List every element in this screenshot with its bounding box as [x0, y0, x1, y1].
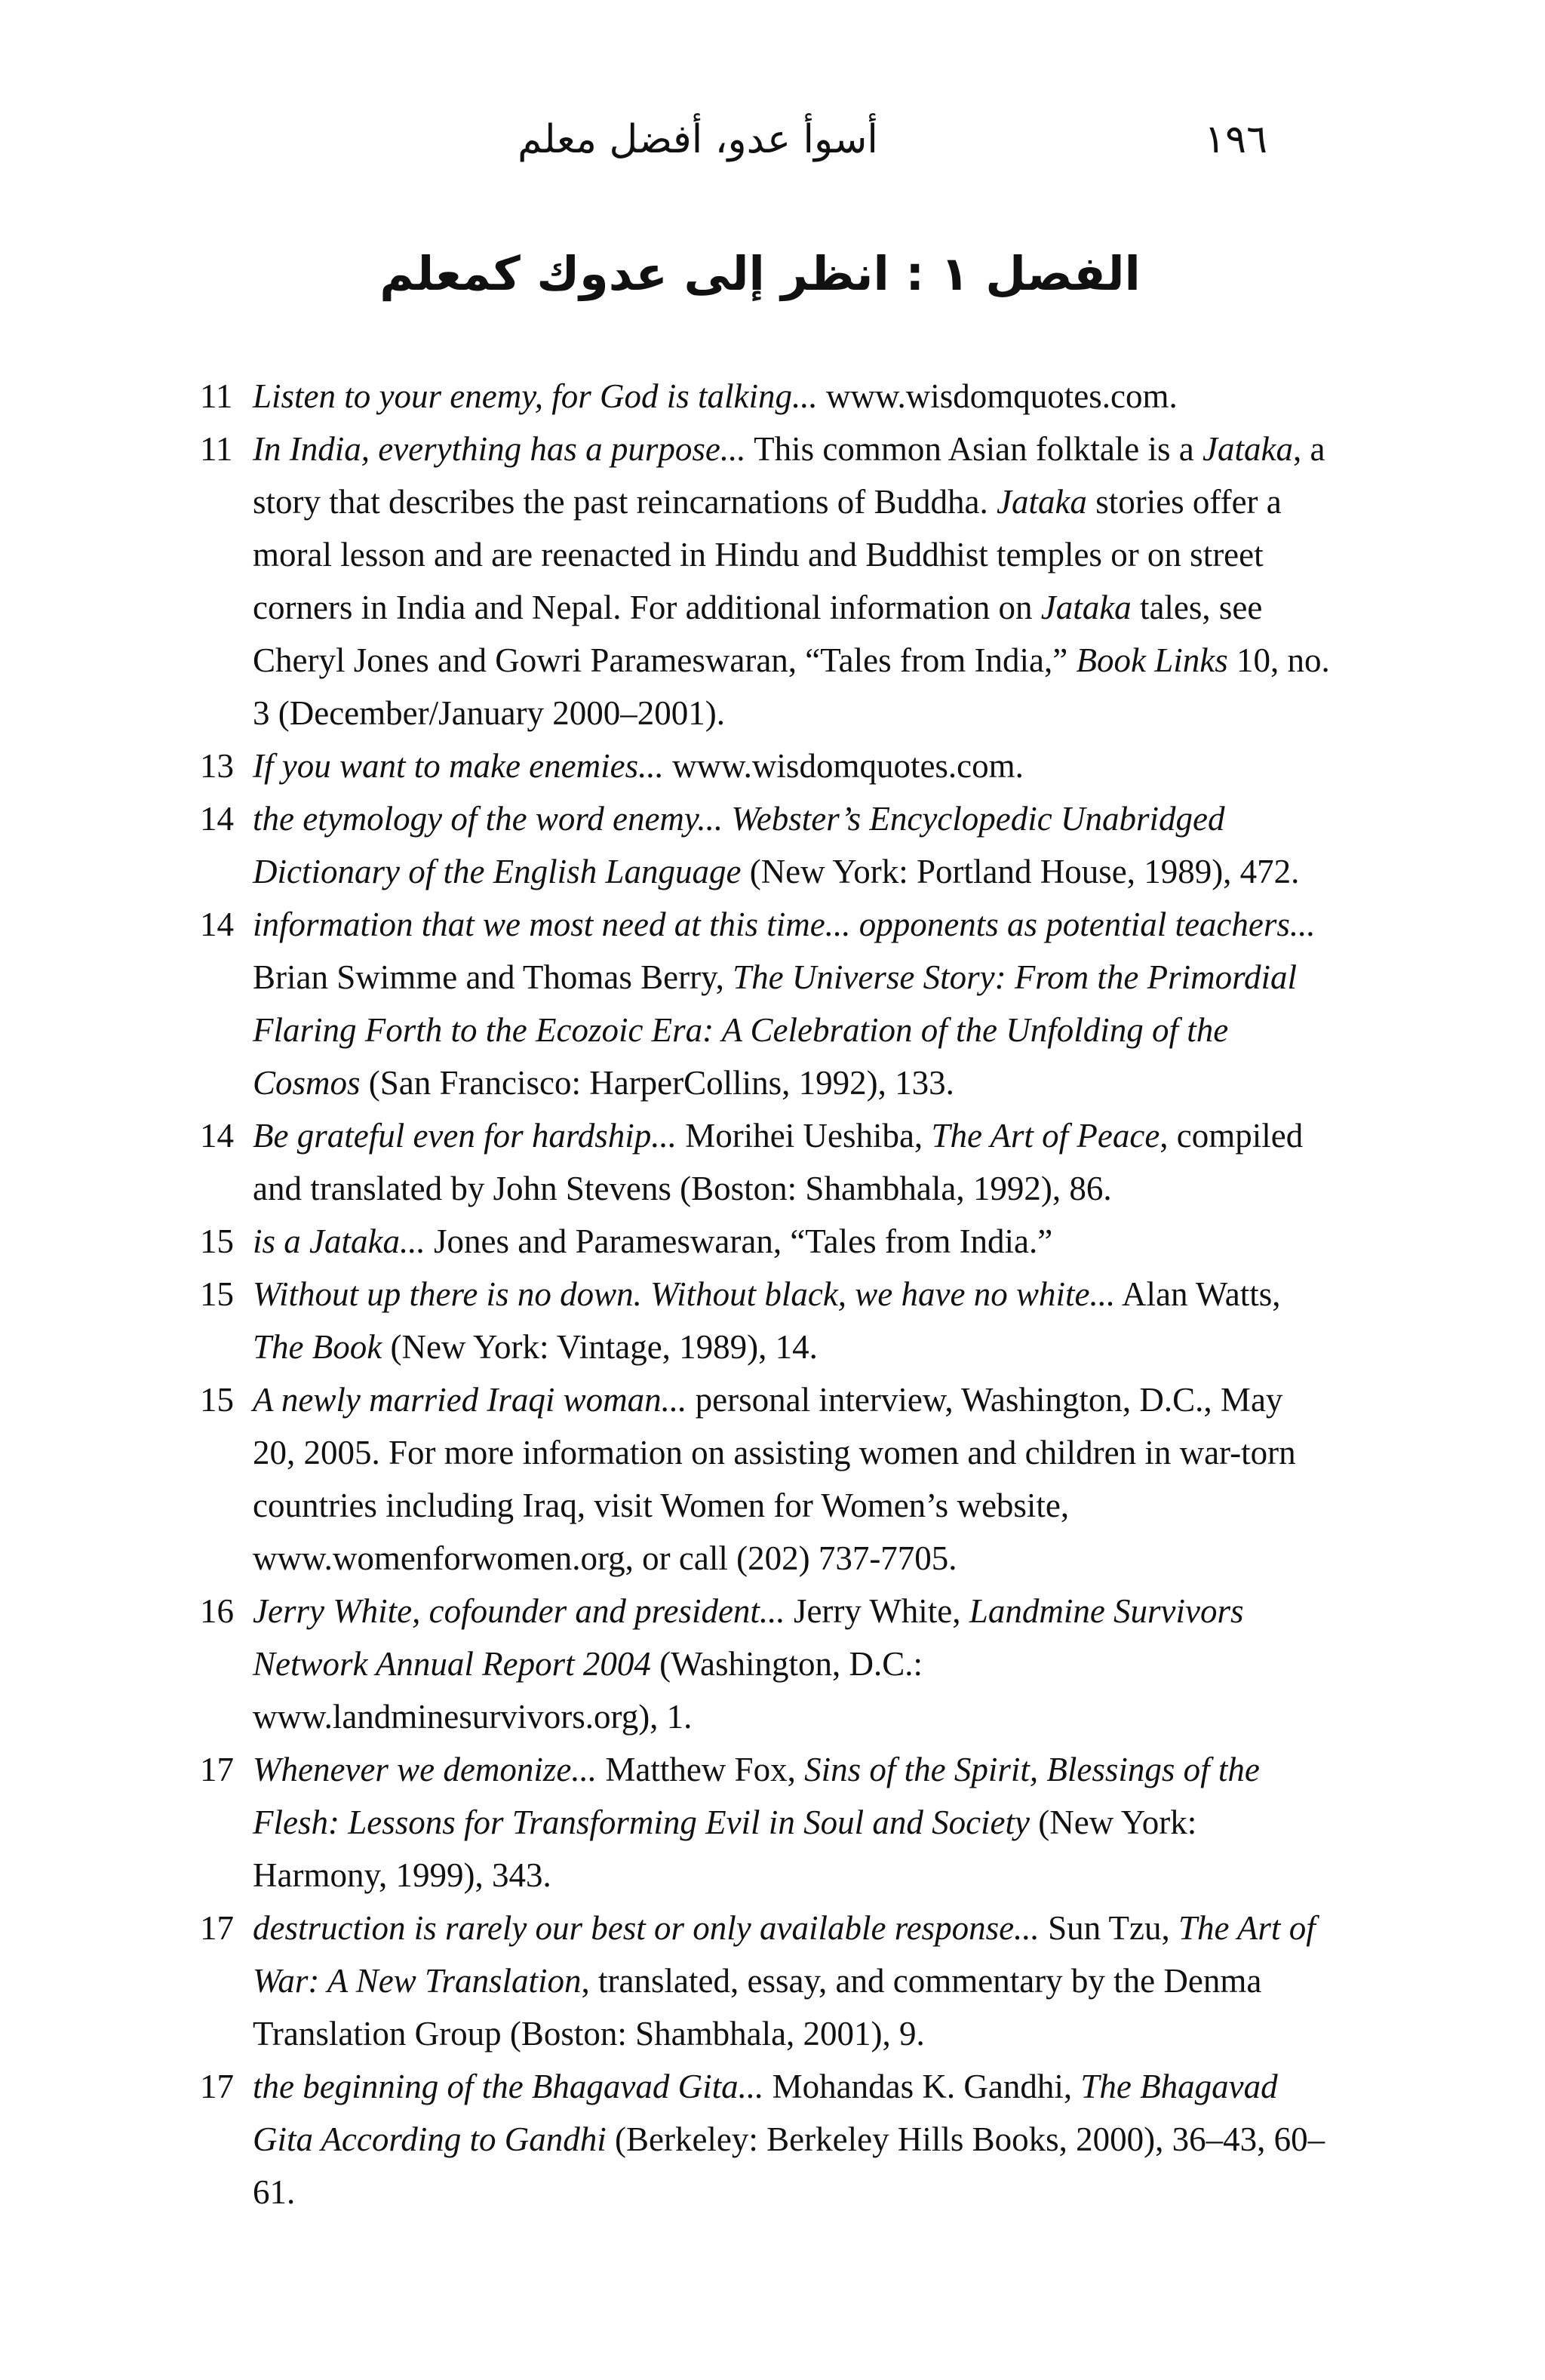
running-head: [253, 113, 1267, 166]
note-text: (Washington, D.C.: www.landminesurvivors.org), 1.: [253, 1645, 923, 1736]
note-page-number: 17: [200, 2068, 234, 2105]
note-entry: [200, 898, 1332, 1109]
note-page-number: 17: [200, 1909, 234, 1947]
note-work-title: The Universe Story: From the Primordial Flaring Forth to the Ecozoic Era: A Celebration of the Unfolding of the Cosmos: [253, 958, 1297, 1102]
note-text: 10, no. 3 (December/January 2000–2001).: [253, 641, 1330, 732]
note-work-title: Landmine Survivors Network Annual Report 2004: [253, 1592, 1244, 1683]
note-lead-phrase: Whenever we demonize...: [253, 1751, 597, 1788]
note-text: Alan Watts,: [1115, 1275, 1281, 1313]
note-italic-term: Jataka: [1203, 430, 1293, 468]
note-lead-phrase: A newly married Iraqi woman...: [253, 1381, 687, 1419]
note-page-number: 15: [200, 1381, 234, 1419]
note-entry: [200, 1743, 1332, 1902]
note-text: [723, 800, 731, 838]
note-text: , translated, essay, and commentary by the Denma Translation Group (Boston: Shambhala, 2001), 9.: [253, 1962, 1262, 2053]
note-text: Sun Tzu,: [1039, 1909, 1178, 1947]
note-text: (San Francisco: HarperCollins, 1992), 133.: [360, 1064, 954, 1102]
note-text: (New York: Harmony, 1999), 343.: [253, 1803, 1197, 1894]
running-title: أسوأ عدو، أفضل معلم: [518, 117, 878, 162]
note-lead-phrase: destruction is rarely our best or only available response...: [253, 1909, 1040, 1947]
note-text: personal interview, Washington, D.C., May 20, 2005. For more information on assisting women and children in war-torn countries including Iraq, visit Women for Women’s website, www.womenforwomen.org, or call (202) 737-7705.: [253, 1381, 1296, 1577]
note-work-title: The Art of War: A New Translation: [253, 1909, 1316, 2000]
note-text: Jerry White,: [785, 1592, 969, 1630]
chapter-heading: الفصل ١ : انظر إلى عدوك كمعلم: [379, 246, 1141, 301]
notes-list: [200, 370, 1332, 2219]
note-text: Brian Swimme and Thomas Berry,: [253, 958, 733, 996]
note-lead-phrase: is a Jataka...: [253, 1222, 425, 1260]
note-entry: [200, 1268, 1332, 1373]
note-entry: [200, 1215, 1332, 1268]
note-page-number: 14: [200, 1117, 234, 1155]
note-text: Jones and Parameswaran, “Tales from India.”: [425, 1222, 1053, 1260]
note-entry: [200, 1902, 1332, 2060]
note-lead-phrase: the beginning of the Bhagavad Gita...: [253, 2068, 764, 2105]
note-lead-phrase: If you want to make enemies...: [253, 747, 664, 785]
note-text: (Berkeley: Berkeley Hills Books, 2000), 36–43, 60–61.: [253, 2120, 1325, 2211]
page-number: ١٩٦: [1204, 117, 1267, 162]
note-page-number: 11: [200, 377, 233, 415]
note-page-number: 11: [200, 430, 233, 468]
note-lead-phrase: In India, everything has a purpose...: [253, 430, 746, 468]
note-lead-phrase: Jerry White, cofounder and president...: [253, 1592, 785, 1630]
note-text: (New York: Portland House, 1989), 472.: [741, 853, 1300, 890]
note-text: tales, see Cheryl Jones and Gowri Parameswaran, “Tales from India,”: [253, 589, 1263, 679]
note-work-title: The Art of Peace: [931, 1117, 1160, 1155]
note-page-number: 14: [200, 800, 234, 838]
note-italic-term: Jataka: [1040, 589, 1132, 626]
note-work-title: Sins of the Spirit, Blessings of the Flesh: Lessons for Transforming Evil in Soul and Society: [253, 1751, 1260, 1841]
note-entry: [200, 1585, 1332, 1743]
note-page-number: 15: [200, 1275, 234, 1313]
note-text: www.wisdomquotes.com.: [817, 377, 1178, 415]
note-entry: [200, 740, 1332, 792]
note-text: Matthew Fox,: [597, 1751, 805, 1788]
note-lead-phrase: Be grateful even for hardship...: [253, 1117, 677, 1155]
note-work-title: Webster’s Encyclopedic Unabridged Dictionary of the English Language: [253, 800, 1225, 890]
note-entry: [200, 792, 1332, 898]
note-text: Morihei Ueshiba,: [677, 1117, 932, 1155]
note-entry: [200, 1373, 1332, 1585]
note-lead-phrase: Without up there is no down. Without black, we have no white...: [253, 1275, 1116, 1313]
note-text: (New York: Vintage, 1989), 14.: [382, 1328, 818, 1366]
note-lead-phrase: the etymology of the word enemy...: [253, 800, 723, 838]
note-italic-term: Jataka: [996, 483, 1087, 521]
note-work-title: The Book: [253, 1328, 382, 1366]
note-work-title: Book Links: [1076, 641, 1228, 679]
note-work-title: The Bhagavad Gita According to Gandhi: [253, 2068, 1278, 2158]
note-page-number: 16: [200, 1592, 234, 1630]
note-page-number: 17: [200, 1751, 234, 1788]
note-entry: [200, 2060, 1332, 2219]
note-lead-phrase: Listen to your enemy, for God is talking...: [253, 377, 818, 415]
note-page-number: 13: [200, 747, 234, 785]
note-page-number: 14: [200, 906, 234, 943]
note-text: stories offer a moral lesson and are reenacted in Hindu and Buddhist temples or on street corners in India and Nepal. For additional information on: [253, 483, 1282, 626]
note-text: www.wisdomquotes.com.: [663, 747, 1024, 785]
note-entry: [200, 423, 1332, 740]
note-text: , compiled and translated by John Stevens (Boston: Shambhala, 1992), 86.: [253, 1117, 1304, 1207]
note-text: This common Asian folktale is a: [745, 430, 1203, 468]
note-entry: [200, 1109, 1332, 1215]
note-text: , a story that describes the past reincarnations of Buddha.: [253, 430, 1325, 521]
note-text: Mohandas K. Gandhi,: [763, 2068, 1081, 2105]
note-entry: [200, 370, 1332, 423]
note-page-number: 15: [200, 1222, 234, 1260]
note-lead-phrase: information that we most need at this time... opponents as potential teachers...: [253, 906, 1316, 943]
